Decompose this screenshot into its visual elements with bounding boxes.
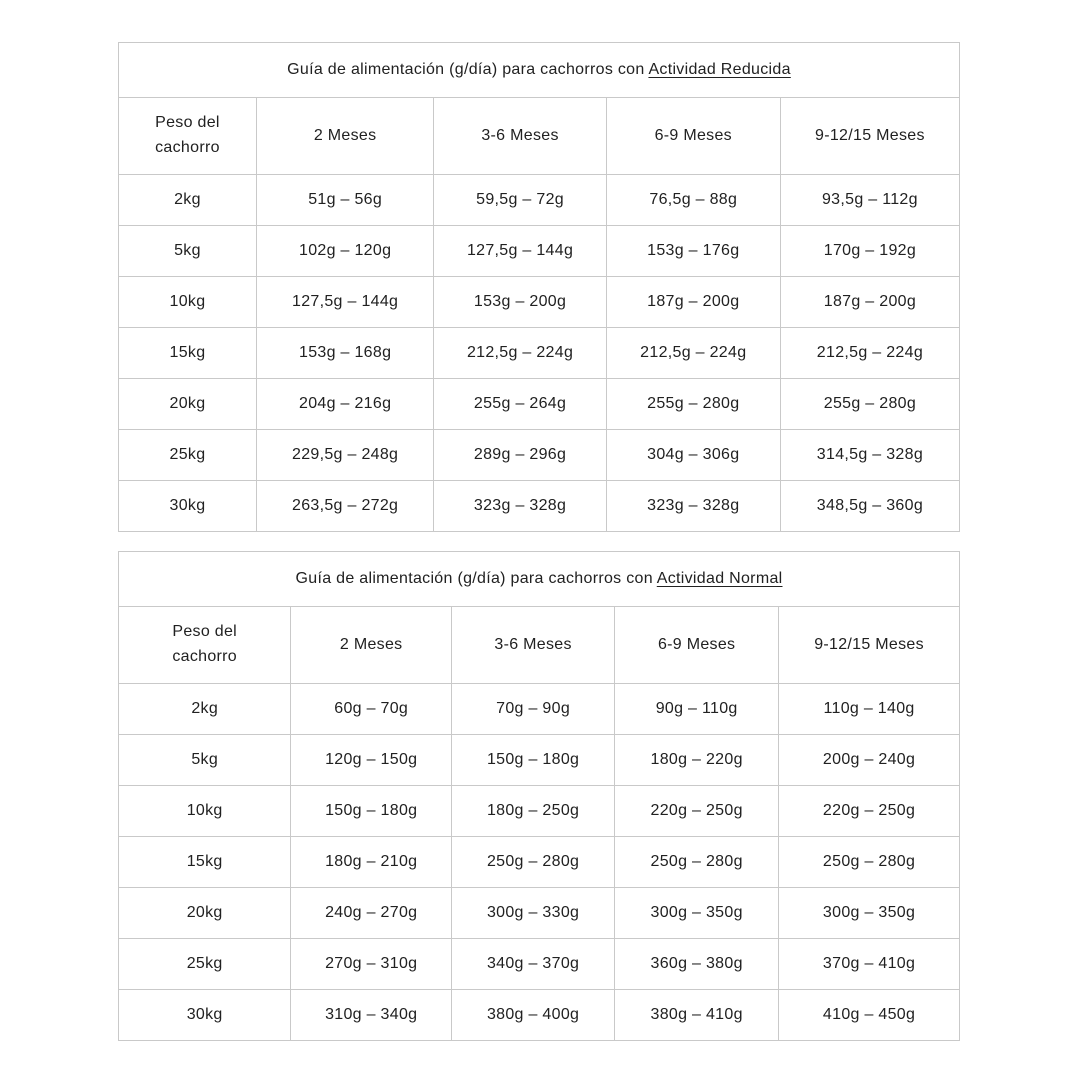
amount-range-cell: 153g – 200g bbox=[434, 277, 606, 328]
column-header-row bbox=[119, 607, 960, 684]
amount-range-cell: 300g – 330g bbox=[452, 888, 615, 939]
table-row bbox=[119, 277, 960, 328]
amount-range-cell: 289g – 296g bbox=[434, 430, 606, 481]
amount-range-cell: 348,5g – 360g bbox=[780, 481, 959, 532]
amount-range-cell: 240g – 270g bbox=[291, 888, 452, 939]
amount-range-cell: 204g – 216g bbox=[256, 379, 433, 430]
amount-range-cell: 127,5g – 144g bbox=[256, 277, 433, 328]
table-title bbox=[119, 552, 960, 607]
amount-range-cell: 250g – 280g bbox=[452, 837, 615, 888]
weight-cell: 30kg bbox=[119, 481, 257, 532]
amount-range-cell: 323g – 328g bbox=[434, 481, 606, 532]
amount-range-cell: 314,5g – 328g bbox=[780, 430, 959, 481]
table-body bbox=[119, 684, 960, 1041]
amount-range-cell: 410g – 450g bbox=[779, 990, 960, 1041]
amount-range-cell: 102g – 120g bbox=[256, 226, 433, 277]
amount-range-cell: 76,5g – 88g bbox=[606, 175, 780, 226]
table-row bbox=[119, 786, 960, 837]
column-header-age: 6-9 Meses bbox=[615, 607, 779, 684]
table-title-row bbox=[119, 43, 960, 98]
table-row bbox=[119, 990, 960, 1041]
column-header-row bbox=[119, 98, 960, 175]
table-row bbox=[119, 939, 960, 990]
amount-range-cell: 360g – 380g bbox=[615, 939, 779, 990]
column-header-age: 6-9 Meses bbox=[606, 98, 780, 175]
amount-range-cell: 212,5g – 224g bbox=[780, 328, 959, 379]
amount-range-cell: 180g – 220g bbox=[615, 735, 779, 786]
amount-range-cell: 255g – 264g bbox=[434, 379, 606, 430]
column-header-age: 3-6 Meses bbox=[452, 607, 615, 684]
table-body bbox=[119, 175, 960, 532]
weight-cell: 20kg bbox=[119, 888, 291, 939]
amount-range-cell: 220g – 250g bbox=[779, 786, 960, 837]
table-row bbox=[119, 837, 960, 888]
amount-range-cell: 187g – 200g bbox=[606, 277, 780, 328]
weight-cell: 30kg bbox=[119, 990, 291, 1041]
amount-range-cell: 150g – 180g bbox=[291, 786, 452, 837]
amount-range-cell: 187g – 200g bbox=[780, 277, 959, 328]
table-title-prefix: Guía de alimentación (g/día) para cachorros con bbox=[295, 570, 657, 587]
weight-cell: 15kg bbox=[119, 328, 257, 379]
column-header-age: 2 Meses bbox=[291, 607, 452, 684]
table-title-prefix: Guía de alimentación (g/día) para cachorros con bbox=[287, 61, 649, 78]
table-title-row bbox=[119, 552, 960, 607]
weight-cell: 10kg bbox=[119, 277, 257, 328]
amount-range-cell: 90g – 110g bbox=[615, 684, 779, 735]
weight-cell: 5kg bbox=[119, 226, 257, 277]
amount-range-cell: 180g – 250g bbox=[452, 786, 615, 837]
amount-range-cell: 380g – 400g bbox=[452, 990, 615, 1041]
amount-range-cell: 300g – 350g bbox=[779, 888, 960, 939]
amount-range-cell: 310g – 340g bbox=[291, 990, 452, 1041]
amount-range-cell: 212,5g – 224g bbox=[434, 328, 606, 379]
table-row bbox=[119, 735, 960, 786]
feeding-guide-table-reduced-activity bbox=[118, 42, 960, 532]
amount-range-cell: 93,5g – 112g bbox=[780, 175, 959, 226]
amount-range-cell: 263,5g – 272g bbox=[256, 481, 433, 532]
weight-cell: 2kg bbox=[119, 175, 257, 226]
amount-range-cell: 220g – 250g bbox=[615, 786, 779, 837]
amount-range-cell: 380g – 410g bbox=[615, 990, 779, 1041]
amount-range-cell: 323g – 328g bbox=[606, 481, 780, 532]
table-row bbox=[119, 379, 960, 430]
amount-range-cell: 340g – 370g bbox=[452, 939, 615, 990]
column-header-age: 9-12/15 Meses bbox=[779, 607, 960, 684]
table-row bbox=[119, 175, 960, 226]
amount-range-cell: 60g – 70g bbox=[291, 684, 452, 735]
amount-range-cell: 250g – 280g bbox=[615, 837, 779, 888]
amount-range-cell: 170g – 192g bbox=[780, 226, 959, 277]
amount-range-cell: 59,5g – 72g bbox=[434, 175, 606, 226]
amount-range-cell: 127,5g – 144g bbox=[434, 226, 606, 277]
amount-range-cell: 250g – 280g bbox=[779, 837, 960, 888]
amount-range-cell: 70g – 90g bbox=[452, 684, 615, 735]
table-row bbox=[119, 481, 960, 532]
column-header-weight: Peso del cachorro bbox=[119, 98, 257, 175]
amount-range-cell: 153g – 176g bbox=[606, 226, 780, 277]
column-header-age: 2 Meses bbox=[256, 98, 433, 175]
table-row bbox=[119, 684, 960, 735]
amount-range-cell: 150g – 180g bbox=[452, 735, 615, 786]
column-header-age: 9-12/15 Meses bbox=[780, 98, 959, 175]
amount-range-cell: 200g – 240g bbox=[779, 735, 960, 786]
table-row bbox=[119, 328, 960, 379]
amount-range-cell: 51g – 56g bbox=[256, 175, 433, 226]
weight-cell: 5kg bbox=[119, 735, 291, 786]
weight-cell: 20kg bbox=[119, 379, 257, 430]
amount-range-cell: 304g – 306g bbox=[606, 430, 780, 481]
amount-range-cell: 370g – 410g bbox=[779, 939, 960, 990]
amount-range-cell: 110g – 140g bbox=[779, 684, 960, 735]
weight-cell: 15kg bbox=[119, 837, 291, 888]
amount-range-cell: 255g – 280g bbox=[780, 379, 959, 430]
amount-range-cell: 255g – 280g bbox=[606, 379, 780, 430]
column-header-age: 3-6 Meses bbox=[434, 98, 606, 175]
amount-range-cell: 300g – 350g bbox=[615, 888, 779, 939]
table-row bbox=[119, 226, 960, 277]
table-title-activity-label: Actividad Normal bbox=[656, 570, 783, 587]
amount-range-cell: 212,5g – 224g bbox=[606, 328, 780, 379]
table-title bbox=[119, 43, 960, 98]
weight-cell: 25kg bbox=[119, 430, 257, 481]
amount-range-cell: 180g – 210g bbox=[291, 837, 452, 888]
table-row bbox=[119, 888, 960, 939]
column-header-weight: Peso del cachorro bbox=[119, 607, 291, 684]
table-row bbox=[119, 430, 960, 481]
amount-range-cell: 153g – 168g bbox=[256, 328, 433, 379]
amount-range-cell: 229,5g – 248g bbox=[256, 430, 433, 481]
weight-cell: 2kg bbox=[119, 684, 291, 735]
table-title-activity-label: Actividad Reducida bbox=[648, 61, 791, 78]
feeding-guide-table-normal-activity bbox=[118, 551, 960, 1041]
amount-range-cell: 270g – 310g bbox=[291, 939, 452, 990]
weight-cell: 25kg bbox=[119, 939, 291, 990]
weight-cell: 10kg bbox=[119, 786, 291, 837]
amount-range-cell: 120g – 150g bbox=[291, 735, 452, 786]
